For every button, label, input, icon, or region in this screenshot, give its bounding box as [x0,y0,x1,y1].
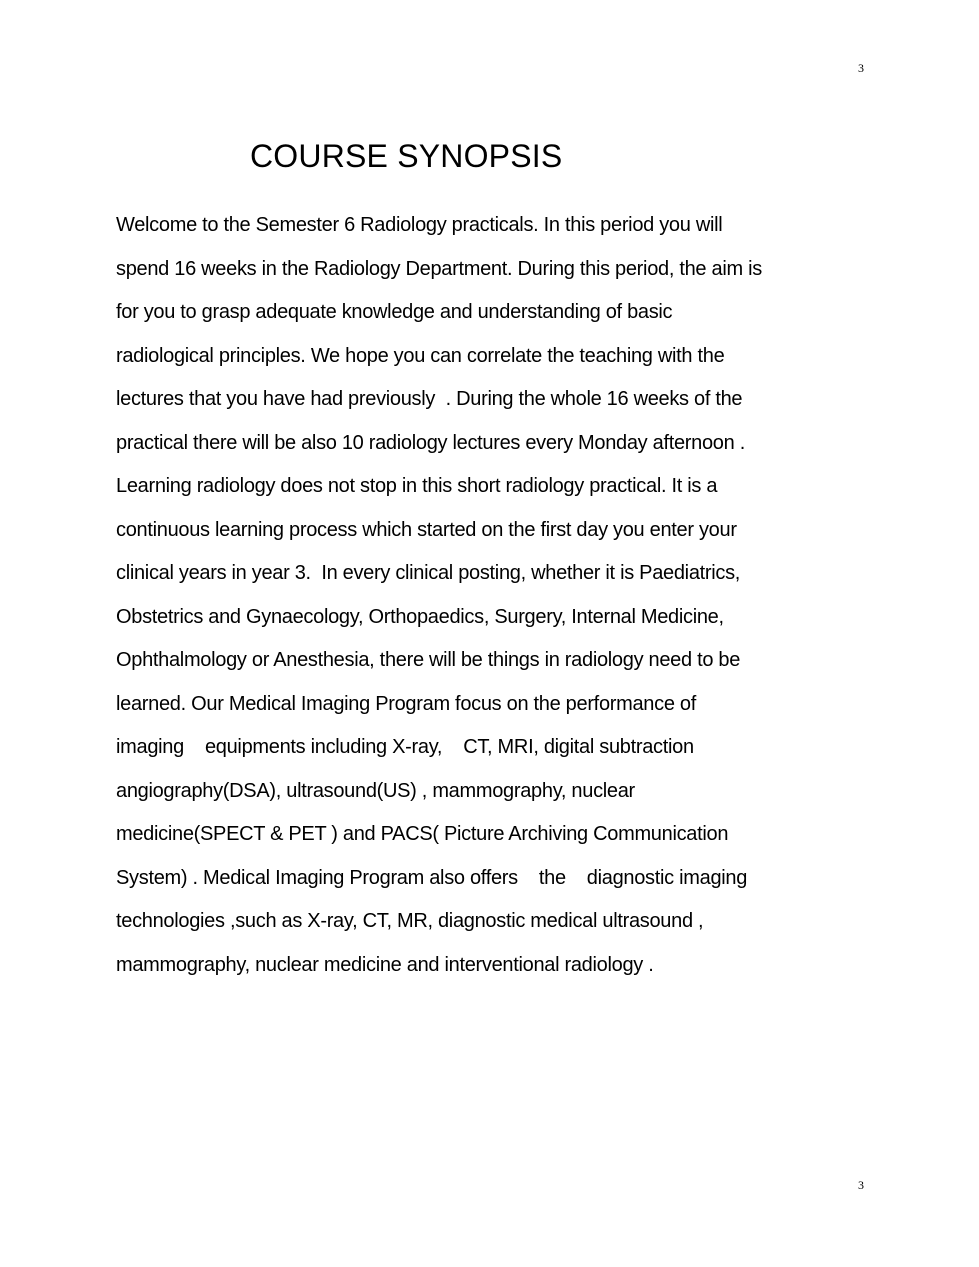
body-line: Obstetrics and Gynaecology, Orthopaedics, Surgery, Internal Medicine, [116,605,724,628]
page-number-top: 3 [858,61,864,75]
body-line: imaging equipments including X-ray, CT, MRI, digital subtraction [116,736,694,758]
body-line: Learning radiology does not stop in this short radiology practical. It is a [116,475,718,497]
page-number-bottom: 3 [858,1178,864,1192]
body-line: practical there will be also 10 radiology lectures every Monday afternoon . [116,431,745,454]
body-line: System) . Medical Imaging Program also offers the diagnostic imaging [116,866,748,889]
body-line: Welcome to the Semester 6 Radiology practicals. In this period you will [116,214,723,236]
body-line: Ophthalmology or Anesthesia, there will be things in radiology need to be [116,649,741,671]
body-line: learned. Our Medical Imaging Program focus on the performance of [116,692,696,715]
body-line: continuous learning process which started on the first day you enter your [116,518,737,541]
body-line: lectures that you have had previously . During the whole 16 weeks of the [116,388,743,410]
body-line: spend 16 weeks in the Radiology Department. During this period, the aim is [116,257,762,280]
body-line: medicine(SPECT & PET ) and PACS( Picture Archiving Communication [116,823,729,845]
synopsis-body [116,204,906,987]
body-line: clinical years in year 3. In every clinical posting, whether it is Paediatrics, [116,562,741,584]
body-line: technologies ,such as X-ray, CT, MR, diagnostic medical ultrasound , [116,910,704,932]
page-title: COURSE SYNOPSIS [250,138,563,174]
body-line: angiography(DSA), ultrasound(US) , mammography, nuclear [116,779,635,802]
body-line: mammography, nuclear medicine and interventional radiology . [116,953,654,976]
body-line: for you to grasp adequate knowledge and understanding of basic [116,301,673,323]
body-line: radiological principles. We hope you can correlate the teaching with the [116,344,725,367]
